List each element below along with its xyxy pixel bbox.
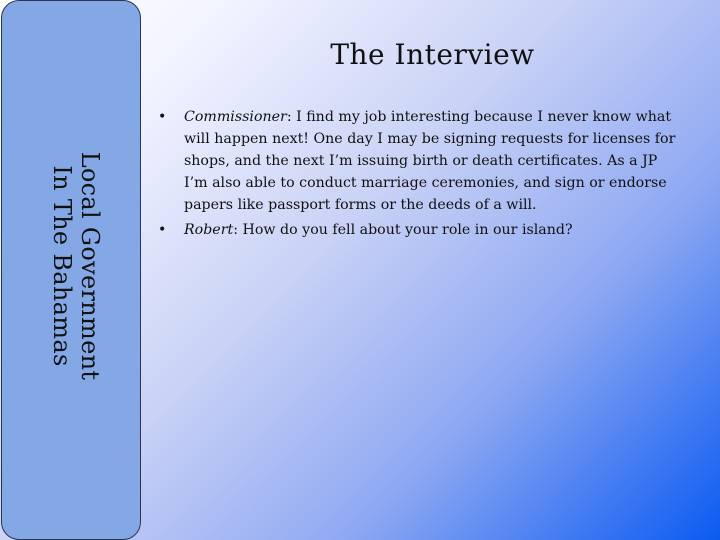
bullet-marker: • xyxy=(158,222,167,238)
bullet-list xyxy=(158,106,678,244)
bullet-text: : I find my job interesting because I never know what will happen next! One day I may be signing requests for licenses for shops, and the next I’m issuing birth or death certificates. As a JP I’m also able to conduct marriage ceremonies, and sign or endorse papers like passport forms or the deeds of a will. xyxy=(184,109,676,213)
side-title-line-1: Local Government xyxy=(76,151,104,381)
bullet-marker: • xyxy=(158,109,167,125)
slide-title: The Interview xyxy=(330,38,535,71)
side-title xyxy=(48,152,104,381)
bullet-item-commissioner xyxy=(158,106,678,216)
side-panel xyxy=(1,0,141,540)
speaker-label: Commissioner xyxy=(184,109,287,125)
side-title-line-2: In The Bahamas xyxy=(48,165,76,367)
speaker-label: Robert xyxy=(184,222,234,238)
bullet-text: : How do you fell about your role in our island? xyxy=(233,222,573,238)
bullet-item-robert xyxy=(158,219,678,241)
